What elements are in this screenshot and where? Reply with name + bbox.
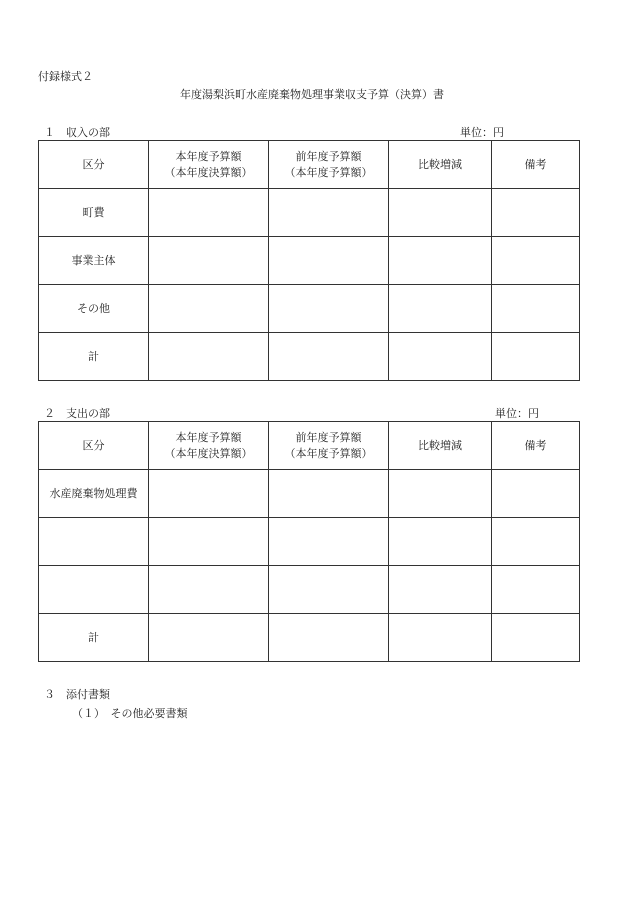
cell-diff[interactable] bbox=[389, 470, 492, 518]
attachment-item: （１） その他必要書類 bbox=[72, 707, 188, 720]
header-current-line1: 本年度予算額 bbox=[175, 430, 242, 444]
income-heading: １ 収入の部 bbox=[44, 126, 110, 139]
row-label: 事業主体 bbox=[39, 237, 149, 285]
attachments-heading: ３ 添付書類 bbox=[44, 688, 110, 701]
header-previous-line1: 前年度予算額 bbox=[295, 430, 362, 444]
cell-previous[interactable] bbox=[269, 189, 389, 237]
table-row bbox=[39, 285, 580, 333]
row-label: 町費 bbox=[39, 189, 149, 237]
row-label: 計 bbox=[39, 333, 149, 381]
cell-diff[interactable] bbox=[389, 237, 492, 285]
cell-diff[interactable] bbox=[389, 189, 492, 237]
cell-diff[interactable] bbox=[389, 518, 492, 566]
expense-heading: ２ 支出の部 bbox=[44, 407, 110, 420]
table-header-row bbox=[39, 141, 580, 189]
cell-previous[interactable] bbox=[269, 614, 389, 662]
cell-diff[interactable] bbox=[389, 333, 492, 381]
cell-diff[interactable] bbox=[389, 566, 492, 614]
header-current-line1: 本年度予算額 bbox=[175, 149, 242, 163]
cell-previous[interactable] bbox=[269, 285, 389, 333]
table-row bbox=[39, 470, 580, 518]
table-header-row bbox=[39, 422, 580, 470]
cell-current[interactable] bbox=[149, 518, 269, 566]
table-row bbox=[39, 518, 580, 566]
header-category: 区分 bbox=[39, 422, 149, 470]
row-label: 計 bbox=[39, 614, 149, 662]
row-label: 水産廃棄物処理費 bbox=[39, 470, 149, 518]
table-row bbox=[39, 189, 580, 237]
header-previous-line2: （本年度予算額） bbox=[284, 165, 373, 179]
header-current-line2: （本年度決算額） bbox=[164, 446, 253, 460]
table-row bbox=[39, 237, 580, 285]
income-table bbox=[38, 140, 580, 381]
cell-notes[interactable] bbox=[492, 614, 580, 662]
cell-current[interactable] bbox=[149, 470, 269, 518]
cell-previous[interactable] bbox=[269, 333, 389, 381]
header-current bbox=[149, 422, 269, 470]
cell-notes[interactable] bbox=[492, 333, 580, 381]
header-previous bbox=[269, 422, 389, 470]
header-current bbox=[149, 141, 269, 189]
cell-diff[interactable] bbox=[389, 285, 492, 333]
cell-current[interactable] bbox=[149, 333, 269, 381]
document-title: 年度湯梨浜町水産廃棄物処理事業収支予算（決算）書 bbox=[180, 88, 444, 101]
cell-current[interactable] bbox=[149, 566, 269, 614]
cell-previous[interactable] bbox=[269, 518, 389, 566]
cell-notes[interactable] bbox=[492, 518, 580, 566]
row-label[interactable] bbox=[39, 518, 149, 566]
table-row bbox=[39, 566, 580, 614]
header-current-line2: （本年度決算額） bbox=[164, 165, 253, 179]
header-previous bbox=[269, 141, 389, 189]
header-previous-line1: 前年度予算額 bbox=[295, 149, 362, 163]
cell-previous[interactable] bbox=[269, 566, 389, 614]
income-unit: 単位：円 bbox=[460, 126, 504, 139]
header-diff: 比較増減 bbox=[389, 141, 492, 189]
cell-current[interactable] bbox=[149, 614, 269, 662]
cell-current[interactable] bbox=[149, 189, 269, 237]
row-label[interactable] bbox=[39, 566, 149, 614]
expense-unit: 単位：円 bbox=[495, 407, 539, 420]
header-notes: 備考 bbox=[492, 141, 580, 189]
header-category: 区分 bbox=[39, 141, 149, 189]
cell-previous[interactable] bbox=[269, 470, 389, 518]
cell-notes[interactable] bbox=[492, 566, 580, 614]
cell-current[interactable] bbox=[149, 285, 269, 333]
header-previous-line2: （本年度予算額） bbox=[284, 446, 373, 460]
table-row bbox=[39, 333, 580, 381]
cell-current[interactable] bbox=[149, 237, 269, 285]
cell-notes[interactable] bbox=[492, 189, 580, 237]
expense-table bbox=[38, 421, 580, 662]
cell-diff[interactable] bbox=[389, 614, 492, 662]
cell-notes[interactable] bbox=[492, 470, 580, 518]
cell-previous[interactable] bbox=[269, 237, 389, 285]
form-label: 付録様式２ bbox=[38, 70, 93, 83]
header-notes: 備考 bbox=[492, 422, 580, 470]
cell-notes[interactable] bbox=[492, 237, 580, 285]
cell-notes[interactable] bbox=[492, 285, 580, 333]
table-row bbox=[39, 614, 580, 662]
row-label: その他 bbox=[39, 285, 149, 333]
header-diff: 比較増減 bbox=[389, 422, 492, 470]
